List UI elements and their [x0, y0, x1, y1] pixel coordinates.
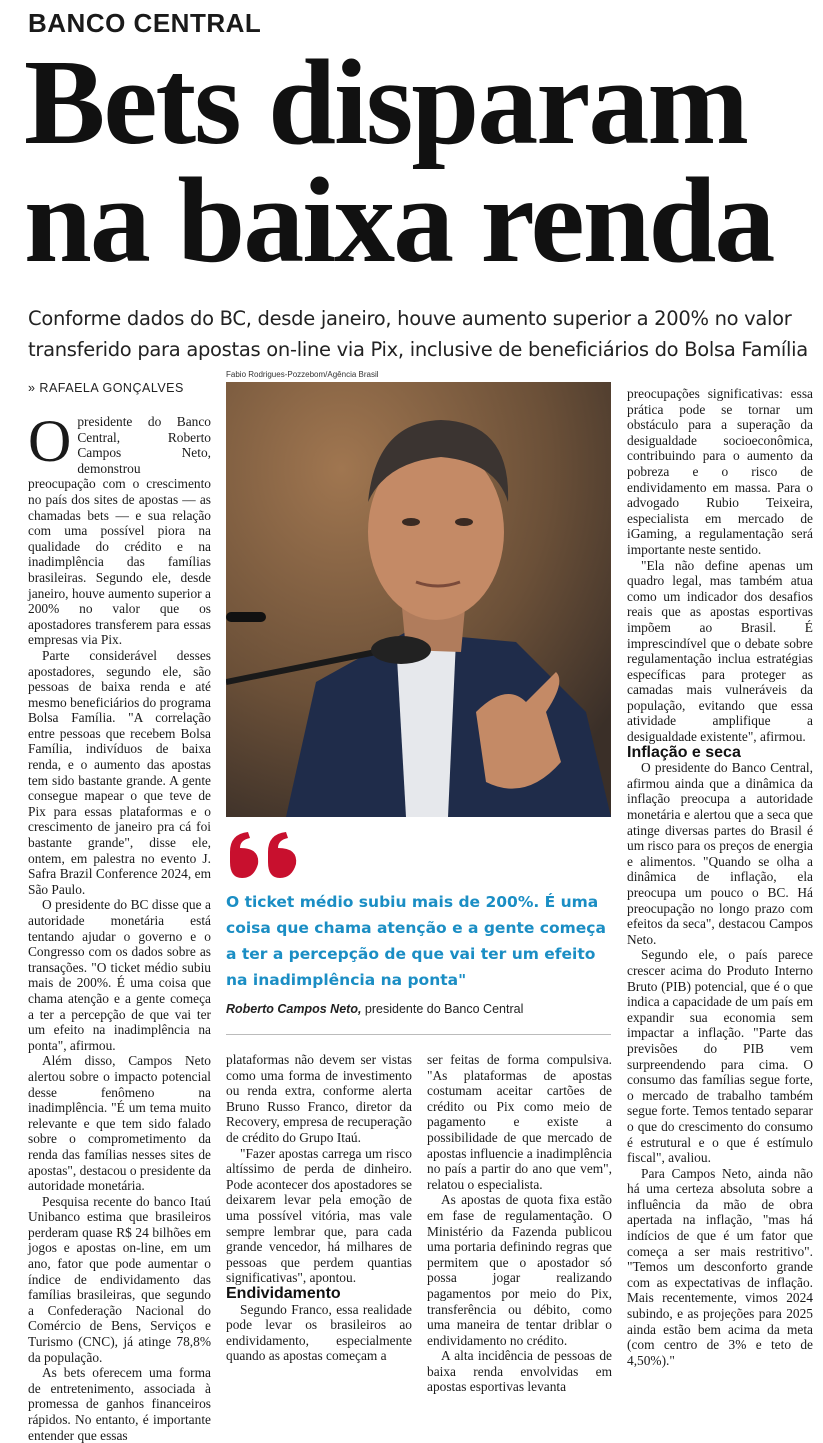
paragraph: Para Campos Neto, ainda não há uma certeza absoluta sobre a influência da mão de obra apertada na inflação, "mas há indícios de que é um fator que começa a ser mais restritivo". "Temos um desconforto grande com as expectativas de inflação. Mais recentemente, vimos 2024 subindo, e as projeções para 2025 ainda estão bem acima da meta (com centro de 3% e teto de 4,50%).": [627, 1165, 813, 1368]
paragraph: Segundo ele, o país parece crescer acima do Produto Interno Bruto (PIB) potencial, que é o que indica a capacidade de um país em expandir sua economia sem impactar a inflação. "Parte das previsões do PIB vem surpreendendo para cima. O consumo das famílias segue forte, o mercado de trabalho também segue forte. Temos tentado separar o que do crescimento do consumo é estrutural e o que é estímulo fiscal", avaliou.: [627, 947, 813, 1166]
subheading: Inflação e seca: [627, 743, 741, 761]
paragraph: ser feitas de forma compulsiva. "As plataformas de apostas costumam aceitar cartões de crédito ou Pix como meio de pagamento e existe a possibilidade de que mercado de apostas influencie a inadimplência no país a partir do ano que vem", relatou o especialista.: [427, 1052, 612, 1192]
paragraph: Parte considerável desses apostadores, segundo ele, são pessoas de baixa renda e até mesmo beneficiários do programa Bolsa Família. "A correlação entre pessoas que recebem Bolsa Família, indivíduos de baixa renda, e o aumento das apostas tem sido bastante grande. A gente consegue mapear o que teve de Pix para essas plataformas e o crescimento de janeiro pra cá foi bastante grande", disse ele, ontem, em palestra no evento J. Safra Brazil Conference 2024, em São Paulo.: [28, 647, 211, 897]
headline-line-2: na baixa renda: [24, 153, 774, 288]
paragraph: Segundo Franco, essa realidade pode levar os brasileiros ao endividamento, especialmente quando as apostas começam a: [226, 1301, 412, 1364]
paragraph: O presidente do BC disse que a autoridade monetária está tentando ajudar o governo e o Congresso com os dados sobre as transações. "O ticket médio subiu mais de 200%. É uma coisa que chama atenção e a gente começa a ter a percepção de que vai ter um efeito na inadimplência na ponta", afirmou.: [28, 897, 211, 1053]
pull-quote: O ticket médio subiu mais de 200%. É uma coisa que chama atenção e a gente começa a ter a percepção de que vai ter um efeito na inadimplência na ponta": [226, 893, 606, 989]
column-3: [427, 1052, 612, 1395]
photo-credit: Fabio Rodrigues-Pozzebom/Agência Brasil: [226, 370, 379, 379]
column-2: [226, 1052, 412, 1364]
photo-roberto-campos-neto: [226, 382, 611, 817]
paragraph: Pesquisa recente do banco Itaú Unibanco estima que brasileiros perderam quase R$ 24 bilhões em jogos e apostas on-line, em um ano, fator que pode aumentar o índice de endividamento das famílias brasileiras, que segundo a Confederação Nacional do Comércio de Bens, Serviços e Turismo (CNC), já atinge 78,8% da população.: [28, 1193, 211, 1365]
paragraph: "Fazer apostas carrega um risco altíssimo de perda de dinheiro. Pode acontecer dos apostadores se deixarem levar pela emoção de uma possível vitória, mas vale sempre lembrar que, para cada grande vencedor, há milhares de pessoas que perdem quantias significativas", apontou.: [226, 1145, 412, 1286]
paragraph: A alta incidência de pessoas de baixa renda envolvidas em apostas esportivas levanta: [427, 1348, 612, 1395]
drop-cap: O: [28, 408, 72, 474]
headline: [24, 35, 814, 288]
quote-mark-icon: [226, 830, 306, 885]
paragraph: As bets oferecem uma forma de entretenimento, associada à promessa de ganhos financeiros rápidos. No entanto, é importante entender que essas: [28, 1365, 211, 1443]
column-1: [28, 408, 211, 1443]
column-4: [627, 386, 813, 1368]
quote-author: Roberto Campos Neto,: [226, 1002, 362, 1016]
photo-illustration: [226, 382, 611, 817]
section-label: BANCO CENTRAL: [28, 8, 262, 38]
paragraph: O presidente do Banco Central, afirmou ainda que a dinâmica da inflação preocupa a autoridade monetária e alertou que a seca que atinge diversas partes do Brasil é um risco para os preços de energia e alimentos. "Quando se olha a dinâmica de inflação, ela preocupa um pouco o BC. Há preocupação no longo prazo com efeitos da seca", destacou Campos Neto.: [627, 760, 813, 947]
headline-line-1: Bets disparam: [24, 35, 747, 170]
deck: Conforme dados do BC, desde janeiro, houve aumento superior a 200% no valor transferido para apostas on-line via Pix, inclusive de beneficiários do Bolsa Família: [28, 307, 808, 361]
byline: » RAFAELA GONÇALVES: [28, 381, 184, 395]
divider: [226, 1034, 611, 1035]
subheading: Endividamento: [226, 1284, 341, 1302]
quote-role: presidente do Banco Central: [361, 1002, 524, 1016]
paragraph: Além disso, Campos Neto alertou sobre o impacto potencial desse fenômeno na inadimplência. "É um tema muito relevante e que tem sido falado sobre o comprometimento da renda das famílias nesses sites de apostas", destacou o presidente da autoridade monetária.: [28, 1053, 211, 1194]
paragraph: "Ela não define apenas um quadro legal, mas também atua como um indicador dos desafios reais que as apostas esportivas impõem ao Brasil. É imprescindível que o debate sobre regulamentação inclua estratégias específicas para proteger as camadas mais vulneráveis da população, evitando que essa atividade amplifique a desigualdade existente", afirmou.: [627, 557, 813, 745]
pull-quote-attribution: [226, 1002, 611, 1016]
paragraph: preocupações significativas: essa prática pode se tornar um obstáculo para a superação da desigualdade socioeconômica, contribuindo para o aumento da pobreza e o risco de endividamento em massa. Para o advogado Rubio Teixeira, especialista em mercado de iGaming, a regulamentação será importante neste sentido.: [627, 386, 813, 557]
paragraph: As apostas de quota fixa estão em fase de regulamentação. O Ministério da Fazenda publicou uma portaria definindo regras que permitem que o apostador só possa jogar realizando pagamentos por meio do Pix, transferência ou débito, como uma maneira de tentar driblar o endividamento no crédito.: [427, 1192, 612, 1348]
paragraph: Opresidente do Banco Central, Roberto Campos Neto, demonstrou preocupação com o crescimento no país dos sites de apostas — as chamadas bets — e sua relação com uma possível piora na qualidade do crédito e na inadimplência das famílias brasileiras. Segundo ele, desde janeiro, houve aumento superior a 200% no valor que os apostadores transferem para essas empresas via Pix.: [28, 408, 211, 648]
paragraph: plataformas não devem ser vistas como uma forma de investimento ou renda extra, conforme alerta Bruno Russo Franco, diretor da Recovery, empresa de recuperação de crédito do Grupo Itaú.: [226, 1052, 412, 1145]
